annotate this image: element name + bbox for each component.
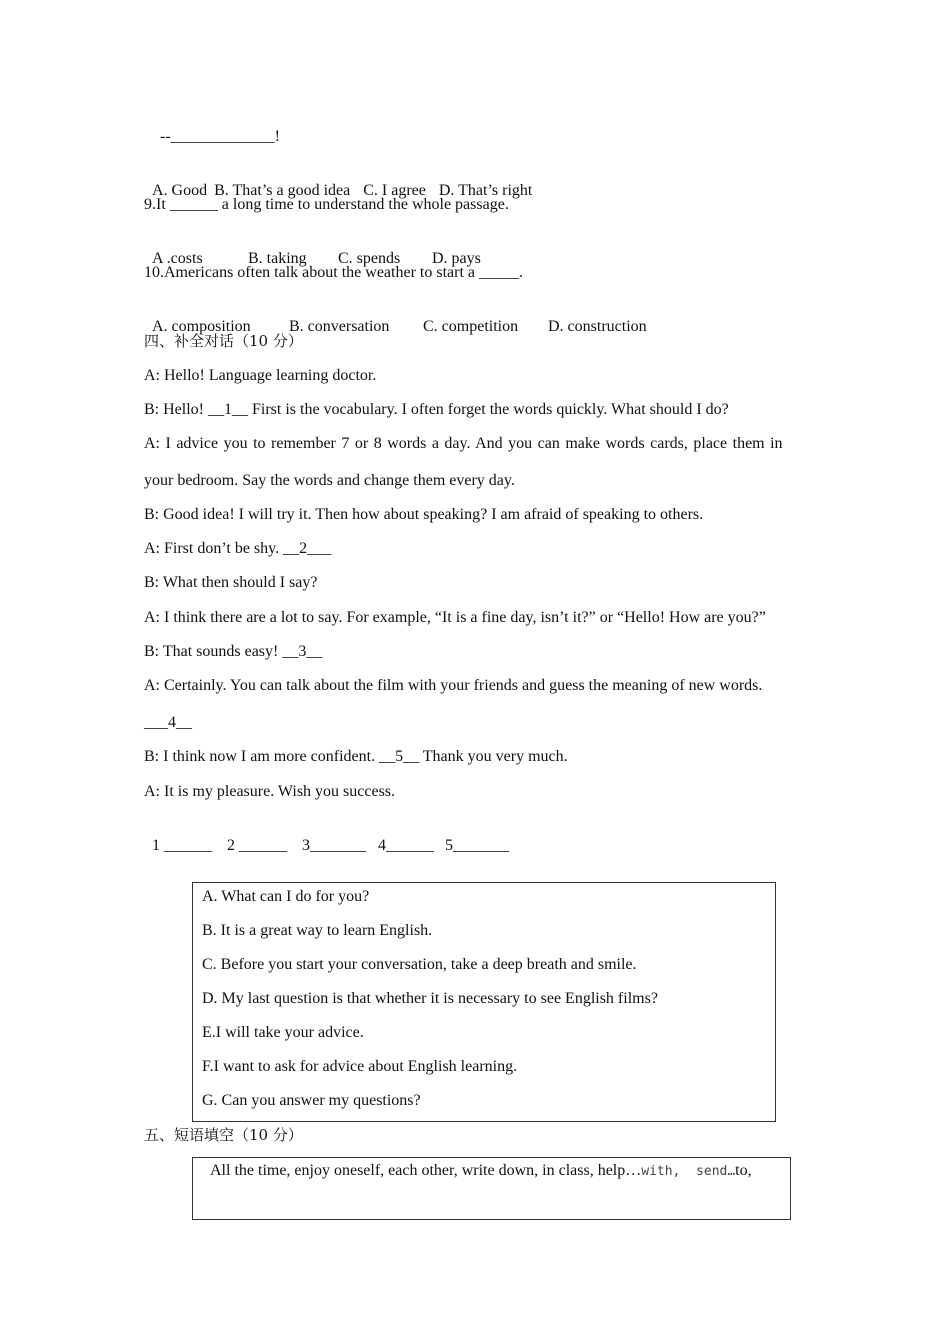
dialogue-line: B: What then should I say?: [144, 574, 318, 591]
q9-option-a: A .costs: [152, 250, 203, 267]
dialogue-line: B: Hello! __1__ First is the vocabulary. I often forget the words quickly. What should I do?: [144, 401, 729, 418]
answer-blank: 1 ______: [152, 837, 212, 854]
q9-stem: 9.It ______ a long time to understand the whole passage.: [144, 196, 509, 213]
answer-blank: 5_______: [445, 837, 509, 854]
choice-item: D. My last question is that whether it is necessary to see English films?: [202, 990, 658, 1007]
dialogue-line: A: I think there are a lot to say. For example, “It is a fine day, isn’t it?” or “Hello! How are you?”: [144, 609, 766, 626]
q10-option-b: B. conversation: [289, 318, 390, 335]
q10-option-a: A. composition: [152, 318, 251, 335]
dialogue-line: A: I advice you to remember 7 or 8 words a day. And you can make words cards, place them in: [144, 435, 783, 452]
choice-item: G. Can you answer my questions?: [202, 1092, 421, 1109]
q9-option-b: B. taking: [248, 250, 307, 267]
section4-title: 四、补全对话（10 分）: [144, 332, 303, 350]
dialogue-choices-box: [192, 882, 776, 1122]
choice-item: B. It is a great way to learn English.: [202, 922, 433, 939]
dialogue-line: A: It is my pleasure. Wish you success.: [144, 783, 396, 800]
phrase-list-mono: with, send…: [641, 1164, 736, 1179]
q8-option-d: D. That’s right: [438, 182, 533, 199]
choice-item: A. What can I do for you?: [202, 888, 370, 905]
answer-blank: 2 ______: [227, 837, 287, 854]
answer-blank: 3_______: [302, 837, 366, 854]
answer-blanks: [144, 816, 509, 856]
dialogue-line: A: First don’t be shy. __2___: [144, 540, 332, 557]
choice-item: F.I want to ask for advice about English learning.: [202, 1058, 518, 1075]
choice-item: C. Before you start your conversation, take a deep breath and smile.: [202, 956, 637, 973]
q10-stem: 10.Americans often talk about the weather to start a _____.: [144, 264, 523, 281]
dialogue-line: B: I think now I am more confident. __5__ Thank you very much.: [144, 748, 568, 765]
q8-option-a: A. Good: [152, 182, 208, 199]
dialogue-line: your bedroom. Say the words and change them every day.: [144, 472, 515, 489]
phrase-bank-box: [192, 1157, 791, 1220]
dialogue-line: ___4__: [144, 714, 192, 731]
q8-option-b: B. That’s a good idea: [214, 182, 351, 199]
phrase-list: All the time, enjoy oneself, each other, write down, in class, help…: [210, 1162, 642, 1179]
q8-option-c: C. I agree: [363, 182, 426, 199]
q8-answer-line: --_____________!: [160, 128, 280, 145]
q9-option-d: D. pays: [432, 250, 481, 267]
section5-title: 五、短语填空（10 分）: [144, 1126, 303, 1144]
dialogue-line: B: That sounds easy! __3__: [144, 643, 323, 660]
q10-option-c: C. competition: [423, 318, 519, 335]
answer-blank: 4______: [378, 837, 434, 854]
dialogue-line: B: Good idea! I will try it. Then how about speaking? I am afraid of speaking to others.: [144, 506, 704, 523]
phrase-list-end: to,: [735, 1162, 752, 1179]
dialogue-line: A: Hello! Language learning doctor.: [144, 367, 377, 384]
q9-option-c: C. spends: [338, 250, 401, 267]
choice-item: E.I will take your advice.: [202, 1024, 364, 1041]
phrase-bank-text: [210, 1161, 752, 1182]
q10-option-d: D. construction: [548, 318, 647, 335]
dialogue-line: A: Certainly. You can talk about the film with your friends and guess the meaning of new words.: [144, 677, 763, 694]
